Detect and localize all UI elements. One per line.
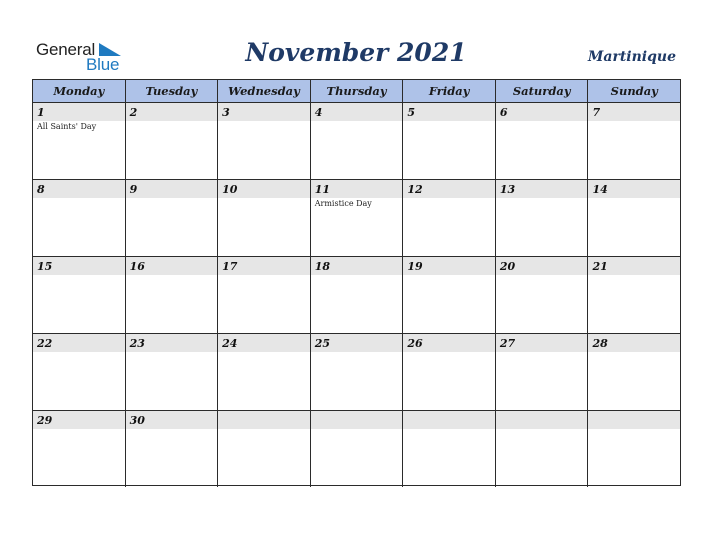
day-number-band (126, 411, 218, 429)
day-cell[interactable] (403, 180, 496, 256)
day-cell[interactable] (33, 334, 126, 410)
day-number: 30 (129, 414, 145, 427)
calendar-title: November 2021 (245, 38, 467, 67)
day-number: 3 (222, 106, 230, 119)
day-number: 16 (129, 260, 145, 273)
week-row (33, 334, 680, 411)
day-cell[interactable] (588, 411, 680, 487)
day-cell[interactable] (126, 334, 219, 410)
day-cell[interactable] (403, 257, 496, 333)
day-cell[interactable] (126, 103, 219, 179)
day-number: 5 (407, 106, 415, 119)
day-number-band (126, 103, 218, 121)
day-cell[interactable] (126, 257, 219, 333)
day-number-band (218, 103, 310, 121)
region-label: Martinique (587, 49, 676, 65)
day-number: 26 (407, 337, 423, 350)
weekday-sunday: Sunday (610, 84, 658, 98)
holiday-event (588, 198, 680, 199)
day-number-band (403, 180, 495, 198)
holiday-event: All Saints' Day (37, 122, 97, 131)
day-number-band (218, 334, 310, 352)
day-number-band (33, 103, 125, 121)
holiday-event (33, 275, 125, 276)
day-number-band (403, 334, 495, 352)
day-number: 18 (314, 260, 331, 273)
day-number: 8 (37, 183, 45, 196)
day-cell[interactable] (496, 103, 589, 179)
holiday-event (403, 198, 495, 199)
week-row (33, 411, 680, 487)
holiday-event (126, 429, 218, 430)
day-cell[interactable] (218, 103, 311, 179)
holiday-event (33, 429, 125, 430)
day-cell[interactable] (126, 411, 219, 487)
holiday-event (126, 121, 218, 122)
day-cell[interactable] (403, 411, 496, 487)
day-number-band (496, 411, 588, 429)
holiday-event (496, 352, 588, 353)
holiday-event (126, 352, 218, 353)
weekday-wednesday: Wednesday (218, 80, 311, 102)
day-number-band (126, 257, 218, 275)
day-cell[interactable] (588, 103, 680, 179)
holiday-event (496, 198, 588, 199)
day-cell[interactable] (311, 180, 404, 256)
day-number: 4 (314, 106, 323, 119)
day-cell[interactable] (311, 411, 404, 487)
week-row (33, 257, 680, 334)
day-number-band (311, 257, 403, 275)
day-number-band (496, 257, 588, 275)
holiday-event (496, 121, 588, 122)
holiday-event (126, 198, 218, 199)
day-number-band (496, 334, 588, 352)
day-cell[interactable] (588, 334, 680, 410)
week-row (33, 103, 680, 180)
day-cell[interactable] (126, 180, 219, 256)
day-cell[interactable] (403, 103, 496, 179)
day-cell[interactable] (33, 180, 126, 256)
day-cell[interactable] (496, 334, 589, 410)
weekday-header (33, 80, 680, 103)
day-number: 27 (499, 337, 516, 350)
day-cell[interactable] (311, 257, 404, 333)
day-number: 19 (407, 260, 423, 273)
day-number: 9 (129, 183, 138, 196)
weekday-thursday: Thursday (311, 80, 404, 102)
week-row (33, 180, 680, 257)
day-number-band (311, 180, 403, 198)
day-number-band (33, 334, 125, 352)
logo-text-blue: Blue (86, 55, 120, 74)
day-cell[interactable] (496, 411, 589, 487)
day-number-band (33, 257, 125, 275)
day-number-band (218, 180, 310, 198)
day-number: 12 (407, 183, 423, 196)
day-number: 24 (222, 337, 238, 350)
day-cell[interactable] (33, 257, 126, 333)
day-number-band (33, 180, 125, 198)
holiday-event (311, 121, 403, 122)
holiday-event: Armistice Day (314, 199, 372, 208)
day-number-band (496, 180, 588, 198)
day-number-band (403, 411, 495, 429)
day-cell[interactable] (588, 257, 680, 333)
day-number-band (588, 103, 680, 121)
day-number-band (311, 334, 403, 352)
day-cell[interactable] (218, 257, 311, 333)
holiday-event (218, 352, 310, 353)
holiday-event (218, 198, 310, 199)
day-number-band (311, 411, 403, 429)
day-number-band (126, 180, 218, 198)
holiday-event (33, 198, 125, 199)
day-cell[interactable] (403, 334, 496, 410)
day-number-band (218, 257, 310, 275)
day-cell[interactable] (218, 334, 311, 410)
day-number-band (403, 257, 495, 275)
day-number-band (218, 411, 310, 429)
day-number: 2 (129, 106, 138, 119)
day-cell[interactable] (33, 411, 126, 487)
holiday-event (588, 429, 680, 430)
holiday-event (496, 275, 588, 276)
weekday-saturday: Saturday (496, 80, 589, 102)
day-number: 21 (592, 260, 608, 273)
day-number-band (33, 411, 125, 429)
day-number: 11 (314, 183, 331, 196)
holiday-event (311, 352, 403, 353)
weekday-tuesday: Tuesday (126, 80, 219, 102)
holiday-event (403, 352, 495, 353)
holiday-event (33, 352, 125, 353)
holiday-event (588, 352, 680, 353)
day-number: 22 (37, 337, 53, 350)
holiday-event (311, 429, 403, 430)
logo-text-general: General (36, 40, 96, 59)
day-number-band (126, 334, 218, 352)
day-number-band (311, 103, 403, 121)
holiday-event (218, 121, 310, 122)
day-number: 29 (37, 414, 53, 427)
day-cell[interactable] (311, 334, 404, 410)
holiday-event (403, 275, 495, 276)
day-number-band (588, 257, 680, 275)
day-number: 13 (499, 183, 516, 196)
day-cell[interactable] (218, 411, 311, 487)
day-number-band (588, 411, 680, 429)
day-cell[interactable] (496, 180, 589, 256)
day-number: 7 (592, 106, 601, 119)
holiday-event (218, 275, 310, 276)
holiday-event (218, 429, 310, 430)
day-number: 14 (592, 183, 608, 196)
holiday-event (403, 121, 495, 122)
day-cell[interactable] (33, 103, 126, 179)
day-number: 10 (222, 183, 238, 196)
day-number: 1 (37, 106, 45, 119)
holiday-event (126, 275, 218, 276)
day-number: 17 (222, 260, 238, 273)
holiday-event (588, 275, 680, 276)
day-number: 25 (314, 337, 331, 350)
weekday-friday: Friday (403, 80, 496, 102)
day-number-band (496, 103, 588, 121)
day-cell[interactable] (588, 180, 680, 256)
day-cell[interactable] (496, 257, 589, 333)
day-number-band (588, 180, 680, 198)
holiday-event (496, 429, 588, 430)
holiday-event (311, 275, 403, 276)
day-number: 28 (592, 337, 608, 350)
calendar-grid (32, 79, 681, 486)
day-cell[interactable] (311, 103, 404, 179)
day-number: 15 (37, 260, 53, 273)
day-number-band (588, 334, 680, 352)
weekday-monday: Monday (33, 80, 126, 102)
holiday-event (588, 121, 680, 122)
day-number: 20 (499, 260, 516, 273)
holiday-event (403, 429, 495, 430)
day-number-band (403, 103, 495, 121)
day-number: 23 (129, 337, 145, 350)
day-number: 6 (499, 106, 508, 119)
day-cell[interactable] (218, 180, 311, 256)
